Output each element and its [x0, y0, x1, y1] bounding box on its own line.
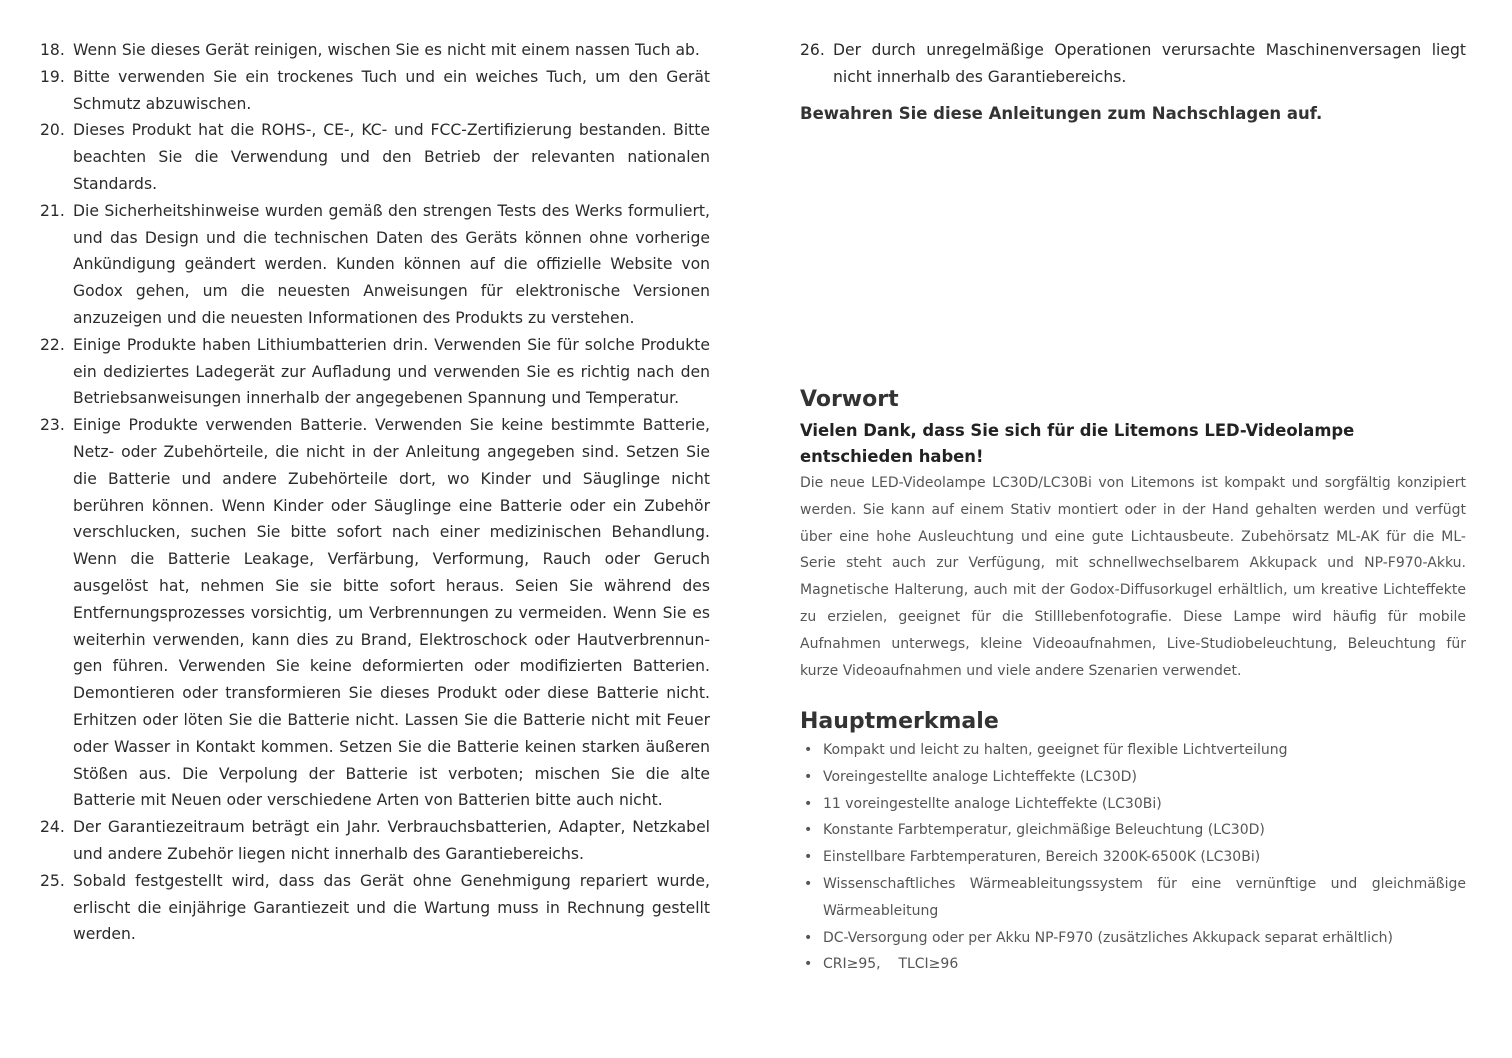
feature-text: DC-Versorgung oder per Akku NP-F970 (zusätzliches Akkupack separat erhältlich): [823, 929, 1394, 946]
item-text: Bitte verwenden Sie ein trockenes Tuch und ein weiches Tuch, um den Gerät Schmutz abzuwischen.: [73, 67, 710, 113]
item-number: 23.: [40, 416, 65, 435]
item-number: 24.: [40, 818, 65, 837]
list-item: [800, 951, 1466, 978]
list-item: [40, 64, 710, 118]
foreword-body: Die neue LED-Videolampe LC30D/LC30Bi von Litemons ist kompakt und sorgfältig konzipiert werden. Sie kann auf einem Stativ montiert oder in der Hand gehalten werden und verfügt über eine hohe Ausleuchtung und eine gute Lichtausbeute. Zubehörsatz ML-AK für die ML-Serie steht auch zur Verfügung, mit schnellwechselbarem Akkupack und NP-F970-Akku. Magnetische Halterung, auch mit der Godox-Diffusorkugel erhältlich, um kreative Lichteffekte zu erzielen, geeignet für die Stilllebenfotografie. Diese Lampe wird häufig für mobile Aufnahmen unterwegs, kleine Videoaufnahmen, Live-Studiobeleuchtung, Beleuchtung für kurze Videoaufnahmen und viele andere Szenarien verwendet.: [800, 475, 1466, 679]
item-number: 18.: [40, 41, 65, 59]
safety-instructions-list: [40, 37, 710, 948]
right-column-top: [800, 37, 1466, 127]
feature-text: Voreingestellte analoge Lichteffekte (LC30D): [823, 768, 1137, 785]
item-number: 22.: [40, 335, 65, 354]
list-item: [800, 37, 1466, 91]
feature-text: Konstante Farbtemperatur, gleichmäßige Beleuchtung (LC30D): [823, 822, 1265, 839]
feature-text: Einstellbare Farbtemperaturen, Bereich 3200K-6500K (LC30Bi): [823, 849, 1261, 866]
thanks-subheading: Vielen Dank, dass Sie sich für die Litemons LED-Videolampe entschieden haben!: [800, 421, 1355, 466]
list-item: [800, 925, 1466, 952]
bullet-icon: •: [804, 768, 813, 785]
list-item: [800, 737, 1466, 764]
bullet-icon: •: [804, 742, 813, 758]
list-item: [800, 844, 1466, 871]
foreword-section: [800, 385, 1466, 684]
item-text: Der Garantiezeitraum beträgt ein Jahr. Verbrauchsbatterien, Adapter, Netzkabel und andere Zubehör liegen nicht innerhalb des Garantiebereichs.: [73, 818, 710, 863]
list-item: [40, 814, 710, 868]
item-number: 26.: [800, 41, 825, 59]
list-item: [40, 332, 710, 412]
bullet-icon: •: [804, 956, 813, 973]
item-text: Dieses Produkt hat die ROHS-, CE-, KC- und FCC-Zertifizierung bestanden. Bitte beachten Sie die Verwendung und den Betrieb der relevanten nationalen Standards.: [73, 121, 710, 193]
list-item: [40, 868, 710, 948]
bullet-icon: •: [804, 822, 813, 839]
feature-text: Kompakt und leicht zu halten, geeignet für flexible Lichtverteilung: [823, 742, 1288, 758]
item-text: Wenn Sie dieses Gerät reinigen, wischen Sie es nicht mit einem nassen Tuch ab.: [73, 41, 700, 59]
foreword-heading: Vorwort: [800, 387, 899, 412]
bullet-icon: •: [804, 795, 813, 812]
list-item: [40, 198, 710, 332]
item-text: Einige Produkte verwenden Batterie. Verwenden Sie keine bestimmte Batterie, Netz- oder Zubehörteile, die nicht in der Anleitung angegeben sind. Setzen Sie die Batterie und andere Zubehörteile dort, wo Kinder und Säuglinge nicht berühren können. Wenn Kinder oder Säuglinge eine Batterie oder ein Zubehör verschlucken, suchen Sie bitte sofort nach einer medizinischen Behandlung. Wenn die Batterie Leakage, Verfärbung, Verformung, Rauch oder Geruch ausgelöst hat, nehmen Sie sie bitte sofort heraus. Seien Sie während des Entfernungsprozesses vorsichtig, um Verbrennungen zu vermeiden. Wenn Sie es weiterhin verwenden, kann dies zu Brand, Elektroschock oder Hautverbrennun-gen führen. Verwenden Sie keine deformierten oder modifizierten Batterien. Demontieren oder transformieren Sie dieses Produkt oder diese Batterie nicht. Erhitzen oder löten Sie die Batterie nicht. Lassen Sie die Batterie nicht mit Feuer oder Wasser in Kontakt kommen. Setzen Sie die Batterie keinen starken äußeren Stößen aus. Die Verpolung der Batterie ist verboten; mischen Sie die alte Batterie mit Neuen oder verschiedene Arten von Batterien bitte auch nicht.: [73, 416, 710, 810]
list-item: [40, 117, 710, 197]
list-item: [800, 871, 1466, 925]
item-number: 19.: [40, 67, 65, 86]
features-list: [800, 737, 1466, 978]
item-text: Die Sicherheitshinweise wurden gemäß den strengen Tests des Werks formuliert, und das Design und die technischen Daten des Geräts können ohne vorherige Ankündigung geändert werden. Kunden können auf die offizielle Website von Godox gehen, um die neuesten Anweisungen für elektronische Versionen anzuzeigen und die neuesten Informationen des Produkts zu verstehen.: [73, 201, 710, 327]
list-item: [800, 791, 1466, 818]
item-text: Einige Produkte haben Lithiumbatterien drin. Verwenden Sie für solche Produkte ein dediziertes Ladegerät zur Aufladung und verwenden Sie es richtig nach den Betriebsanweisungen innerhalb der angegebenen Spannung und Temperatur.: [73, 335, 710, 408]
bullet-icon: •: [804, 929, 813, 946]
list-item: [800, 764, 1466, 791]
item-number: 25.: [40, 871, 65, 890]
list-item: [40, 412, 710, 814]
item-text: Der durch unregelmäßige Operationen verursachte Maschinenversagen liegt nicht innerhalb des Garantiebereichs.: [833, 41, 1466, 86]
item-number: 21.: [40, 201, 65, 220]
bullet-icon: •: [804, 875, 813, 892]
features-section: [800, 707, 1466, 978]
list-item: [800, 817, 1466, 844]
list-item: [40, 37, 710, 64]
feature-text: 11 voreingestellte analoge Lichteffekte (LC30Bi): [823, 795, 1162, 812]
item-text: Sobald festgestellt wird, dass das Gerät ohne Genehmigung repariert wurde, erlischt die einjährige Garantiezeit und die Wartung muss in Rechnung gestellt werden.: [73, 871, 710, 944]
features-heading: Hauptmerkmale: [800, 709, 999, 734]
feature-text: CRI≥95, TLCI≥96: [823, 956, 959, 973]
left-column: [40, 37, 710, 948]
keep-instructions-note: Bewahren Sie diese Anleitungen zum Nachschlagen auf.: [800, 103, 1323, 123]
feature-text: Wissenschaftliches Wärmeableitungssystem für eine vernünftige und gleichmäßige Wärmeableitung: [823, 875, 1466, 919]
item-number: 20.: [40, 121, 65, 140]
bullet-icon: •: [804, 849, 813, 866]
